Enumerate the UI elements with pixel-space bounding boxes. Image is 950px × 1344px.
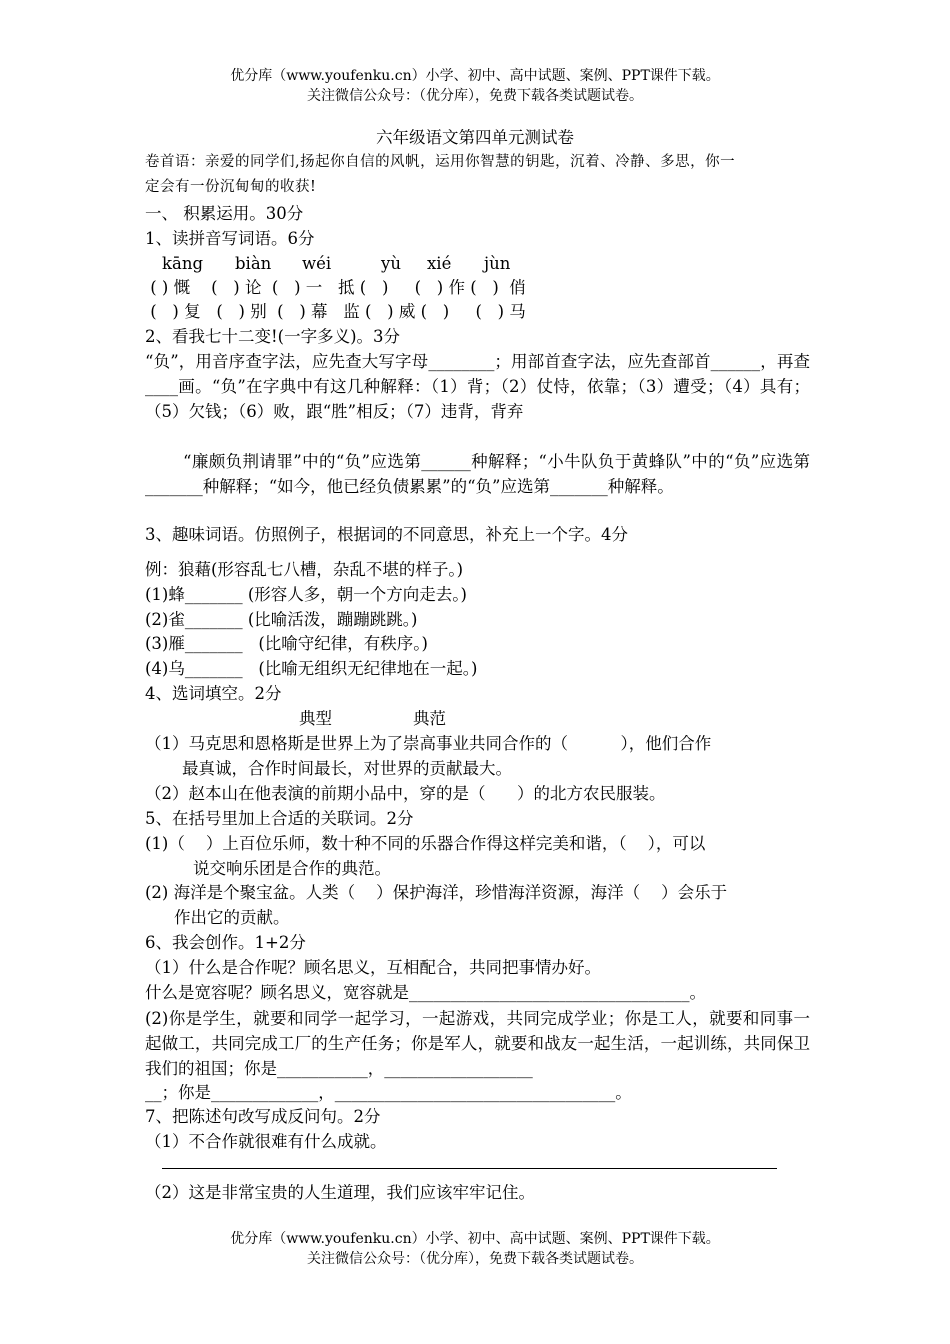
q5-sentence-1a: (1)（ ）上百位乐师，数十种不同的乐器合作得这样完美和谐，（ ），可以 [145,834,706,853]
q3-item-2: (2)雀_______ (比喻活泼，蹦蹦跳跳。) [145,610,418,629]
q6-sentence-1: （1）什么是合作呢？顾名思义，互相配合，共同把事情办好。 [145,958,601,977]
q3-title: 3、趣味词语。仿照例子，根据词的不同意思，补充上一个字。4分 [145,525,628,544]
q3-item-3: (3)雁_______ (比喻守纪律，有秩序。) [145,634,428,653]
page-title: 六年级语文第四单元测试卷 [376,128,574,147]
preface-line-2: 定会有一份沉甸甸的收获! [145,179,317,195]
q6-paragraph-3: (2)你是学生，就要和同学一起学习，一起游戏，共同完成学业；你是工人，就要和同事一起做工，共同完成工厂的生产任务；你是军人，就要和战友一起生活，一起训练，共同保卫我们的祖国；你是___________，__________________ [145,1009,810,1078]
q6-sentence-4: __；你是_____________，__________________________________。 [145,1083,632,1102]
q5-sentence-1b: 说交响乐团是合作的典范。 [193,859,391,878]
pinyin-2: biàn [235,254,272,273]
q5-title: 5、在括号里加上合适的关联词。2分 [145,809,414,828]
q1-title: 1、读拼音写词语。6分 [145,229,315,248]
q1-row-2: ( ) 复 ( ) 别 ( ) 幕 监 ( ) 威 ( ) ( ) 马 [145,302,526,321]
preface-line-1: 卷首语：亲爱的同学们,扬起你自信的风帆，运用你智慧的钥匙，沉着、冷静、多思，你一 [145,154,736,170]
pinyin-3: wéi [302,254,332,273]
q3-example: 例：狼藉(形容乱七八槽，杂乱不堪的样子。) [145,560,464,579]
q4-sentence-1b: 最真诚，合作时间最长，对世界的贡献最大。 [182,759,512,778]
q4-option-2: 典范 [413,709,446,728]
q7-sentence-1: （1）不合作就很难有什么成就。 [145,1132,387,1151]
q2-paragraph-1: “负”，用音序查字法，应先查大写字母________；用部首查字法，应先查部首______，再查____画。“负”在字典中有这几种解释：（1）背；（2）仗恃，依靠；（3）遭受；（4）具有；（5）欠钱；（6）败，跟“胜”相反；（7）违背，背弃 [145,352,810,421]
q2-paragraph-2: “廉颇负荆请罪”中的“负”应选第______种解释；“小牛队负于黄蜂队”中的“负”应选第_______种解释；“如今，他已经负债累累”的“负”应选第_______种解释。 [145,452,810,496]
q4-title: 4、选词填空。2分 [145,684,282,703]
q3-item-4: (4)乌_______ (比喻无组织无纪律地在一起。) [145,659,478,678]
q7-sentence-2: （2）这是非常宝贵的人生道理，我们应该牢牢记住。 [145,1183,535,1202]
header-line-2: 关注微信公众号：（优分库），免费下载各类试题试卷。 [307,88,643,104]
q6-title: 6、我会创作。1+2分 [145,933,306,952]
q3-item-1: (1)蜂_______ (形容人多，朝一个方向走去。) [145,585,467,604]
pinyin-4: yù [381,254,401,273]
section-1-heading: 一、 积累运用。30分 [145,204,304,223]
pinyin-5: xié [427,254,452,273]
q5-sentence-2a: (2) 海洋是个聚宝盆。人类（ ）保护海洋，珍惜海洋资源，海洋（ ）会乐于 [145,883,728,902]
footer-line-2: 关注微信公众号：（优分库），免费下载各类试题试卷。 [307,1251,643,1267]
header-line-1: 优分库（www.youfenku.cn）小学、初中、高中试题、案例、PPT课件下载。 [230,68,720,84]
q2-title: 2、看我七十二变!(一字多义)。3分 [145,327,401,346]
q4-sentence-1a: （1）马克思和恩格斯是世界上为了崇高事业共同合作的（ ），他们合作 [145,734,712,753]
q4-option-1: 典型 [299,709,332,728]
q7-title: 7、把陈述句改写成反问句。2分 [145,1107,381,1126]
pinyin-1: kāng [162,254,204,273]
pinyin-6: jùn [484,254,511,273]
q4-sentence-2: （2）赵本山在他表演的前期小品中，穿的是（ ）的北方农民服装。 [145,784,666,803]
q7-answer-line [162,1168,777,1169]
q5-sentence-2b: 作出它的贡献。 [174,908,290,927]
q6-sentence-2: 什么是宽容呢？顾名思义，宽容就是__________________________________。 [145,983,706,1002]
footer-line-1: 优分库（www.youfenku.cn）小学、初中、高中试题、案例、PPT课件下载。 [230,1231,720,1247]
q1-row-1: ( ) 慨 ( ) 论 ( ) 一 抵 ( ) ( ) 作 ( ) 俏 [145,278,526,297]
